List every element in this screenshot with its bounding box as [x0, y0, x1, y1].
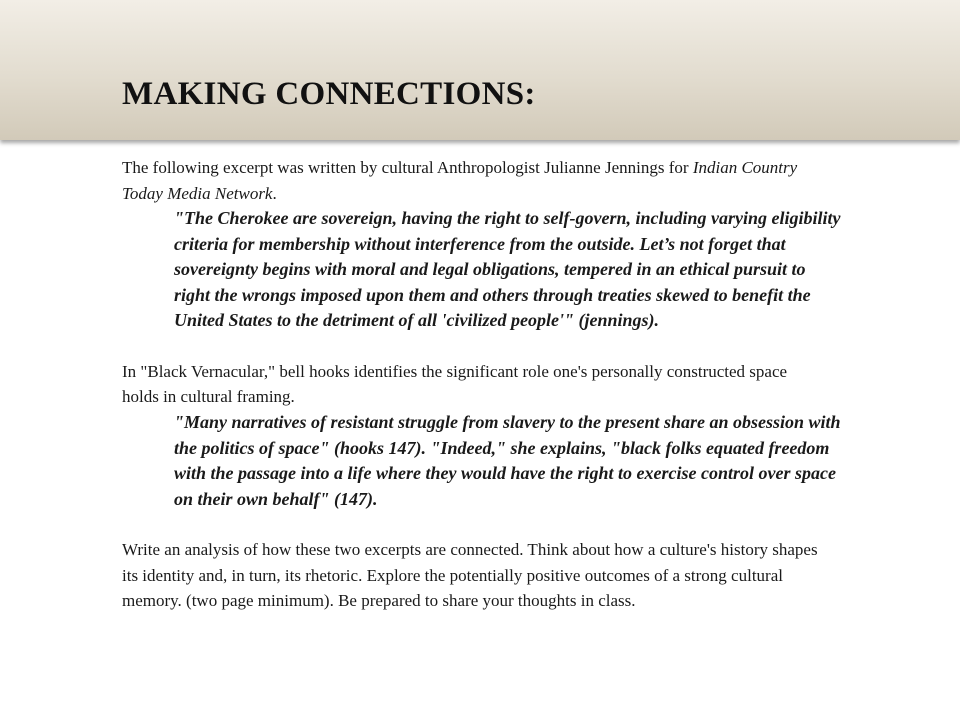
- slide-title: MAKING CONNECTIONS:: [122, 76, 536, 112]
- source-title: Indian Country Today Media Network: [122, 158, 798, 203]
- intro-jennings: [122, 155, 822, 206]
- spacer: [122, 512, 822, 537]
- quote-jennings: "The Cherokee are sovereign, having the right to self-govern, including varying eligibility criteria for membership without interference from the outside. Let’s not forget that sovereignty begins with moral and legal obligations, tempered in an ethical pursuit to right the wrongs imposed upon them and others through treaties skewed to benefit the United States to the detriment of all 'civilized people'" (jennings).: [174, 208, 841, 331]
- slide-body: [122, 155, 841, 614]
- assignment-prompt: Write an analysis of how these two excerpts are connected. Think about how a culture's history shapes its identity and, in turn, its rhetoric. Explore the potentially positive outcomes of a strong cultural memory. (two page minimum). Be prepared to share your thoughts in class.: [122, 540, 818, 611]
- intro-hooks: In "Black Vernacular," bell hooks identifies the significant role one's personally constructed space holds in cultural framing.: [122, 361, 788, 407]
- title-band: [0, 0, 960, 140]
- intro-jennings-text: The following excerpt was written by cultural Anthropologist Julianne Jennings for: [122, 158, 693, 177]
- spacer: [122, 334, 822, 359]
- intro-jennings-tail: .: [272, 183, 277, 203]
- quote-hooks: "Many narratives of resistant struggle from slavery to the present share an obsession with the politics of space" (hooks 147). "Indeed," she explains, "black folks equated freedom with the passage into a life where they would have the right to exercise control over space on their own behalf" (147).: [174, 411, 841, 509]
